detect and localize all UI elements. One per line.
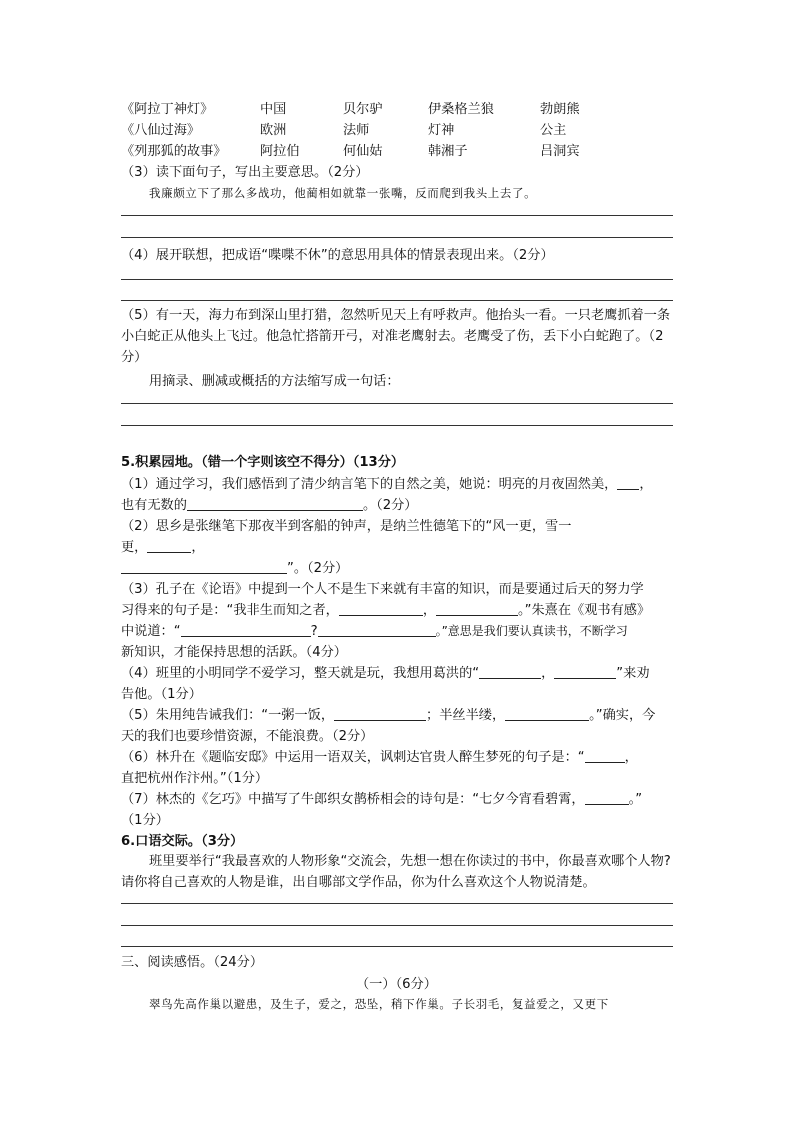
item-4-text: ”来劝 [616, 666, 650, 681]
punct: ， [541, 666, 555, 681]
section-3-subtitle: （一）（6分） [356, 977, 437, 992]
item-5-text: 。”确实，今 [589, 708, 656, 723]
item-4-text: （4）班里的小明同学不爱学习，整天就是玩，我想用葛洪的“ [121, 666, 480, 681]
punct: ， [639, 477, 653, 492]
punct: ， [422, 603, 437, 618]
answer-line[interactable] [121, 903, 673, 904]
table-cell: 公主 [540, 123, 567, 138]
table-cell: 《八仙过海》 [121, 123, 201, 138]
question-4-prompt: （4）展开联想，把成语“喋喋不休”的意思用具体的情景表现出来。（2分） [121, 248, 554, 263]
reading-passage: 翠鸟先高作巢以避患，及生子，爱之，恐坠，稍下作巢。子长羽毛，复益爱之，又更下 [149, 997, 609, 1011]
fill-blank[interactable] [554, 664, 616, 679]
item-1-text: （1）通过学习，我们感悟到了清少纳言笔下的自然之美，她说：明亮的月夜固然美， [121, 477, 618, 492]
table-cell: 中国 [260, 102, 287, 117]
question-3-quote: 我廉颇立下了那么多战功，他蔺相如就靠一张嘴，反而爬到我头上去了。 [149, 186, 537, 200]
punct: ， [624, 750, 638, 765]
item-2-line1: （2）思乡是张继笔下那夜半到客船的钟声，是纳兰性德笔下的“风一更，雪一 [121, 519, 572, 534]
item-3-line3 [121, 620, 628, 639]
fill-blank[interactable] [147, 538, 191, 553]
item-3-text: 中说道：“ [121, 624, 181, 639]
table-cell: 欧洲 [260, 123, 287, 138]
section-6-text: 班里要举行“我最喜欢的人物形象“交流会，先想一想在你读过的书中，你最喜欢哪个人物?请你将自己喜欢的人物是谁，出自哪部文学作品，你为什么喜欢这个人物说清楚。 [121, 854, 671, 890]
item-7-text: （7）林杰的《乞巧》中描写了牛郎织女鹊桥相会的诗句是：“七夕今宵看碧霄， [121, 792, 585, 807]
table-cell: 伊桑格兰狼 [428, 102, 494, 117]
item-2-line3 [121, 557, 348, 576]
table-cell: 吕洞宾 [540, 144, 580, 159]
item-5-text: （5）朱用纯告诫我们：“一粥一饭， [121, 708, 335, 723]
item-3-line1: （3）孔子在《论语》中提到一个人不是生下来就有丰富的知识，而是要通过后天的努力学 [121, 582, 644, 597]
fill-blank[interactable] [585, 748, 625, 763]
item-3-text: 习得来的句子是：“我非生而知之者， [121, 603, 339, 618]
section-5-title: 5.积累园地。（错一个字则该空不得分）（13分） [121, 455, 405, 470]
fill-blank[interactable] [505, 706, 589, 721]
fill-blank[interactable] [334, 706, 426, 721]
item-2-line2 [121, 536, 205, 555]
score-note: 。（2分） [362, 498, 418, 513]
section-6-title: 6.口语交际。（3分） [121, 834, 244, 849]
table-cell: 灯神 [428, 123, 455, 138]
item-1-line2 [121, 494, 417, 513]
section-3-title: 三、阅读感悟。（24分） [121, 955, 264, 970]
fill-blank[interactable] [181, 622, 311, 637]
item-7-line1 [121, 788, 642, 807]
item-1-text: 也有无数的 [121, 498, 187, 513]
answer-line[interactable] [121, 237, 673, 238]
item-1-line1 [121, 473, 653, 492]
item-2-text: 更， [121, 540, 148, 555]
table-cell: 《阿拉丁神灯》 [121, 102, 214, 117]
question-3-prompt: （3）读下面句子，写出主要意思。（2分） [121, 165, 369, 180]
item-5-line2: 天的我们也要珍惜资源，不能浪费。（2分） [121, 729, 374, 744]
table-cell: 阿拉伯 [260, 144, 300, 159]
item-6-line1 [121, 746, 638, 765]
item-3-text: 。”朱熹在《观书有感》 [518, 603, 651, 618]
punct: ， [191, 540, 205, 555]
item-3-line4: 新知识，才能保持思想的活跃。（4分） [121, 645, 347, 660]
answer-line[interactable] [121, 946, 673, 947]
item-4-line2: 告他。（1分） [121, 687, 202, 702]
item-6-text: （6）林升在《题临安邸》中运用一语双关，讽刺达官贵人醉生梦死的句子是：“ [121, 750, 585, 765]
table-cell: 韩湘子 [428, 144, 468, 159]
fill-blank[interactable] [339, 601, 423, 616]
item-3-line2 [121, 599, 650, 618]
table-cell: 《列那狐的故事》 [121, 144, 227, 159]
table-cell: 何仙姑 [343, 144, 383, 159]
item-4-line1 [121, 662, 650, 681]
fill-blank[interactable] [187, 496, 363, 511]
answer-line[interactable] [121, 425, 673, 426]
fill-blank[interactable] [121, 559, 287, 574]
fill-blank[interactable] [585, 790, 629, 805]
table-cell: 法师 [343, 123, 370, 138]
table-cell: 贝尔驴 [343, 102, 383, 117]
item-5-text: ；半丝半缕， [426, 708, 506, 723]
fill-blank[interactable] [436, 601, 518, 616]
answer-line[interactable] [121, 279, 673, 280]
answer-line[interactable] [121, 403, 673, 404]
answer-line[interactable] [121, 300, 673, 301]
answer-line[interactable] [121, 215, 673, 216]
item-7-line2: （1分） [121, 813, 169, 828]
item-5-line1 [121, 704, 655, 723]
fill-blank[interactable] [318, 622, 436, 637]
question-5-instruction: 用摘录、删减或概括的方法缩写成一句话： [149, 374, 400, 389]
question-5-text: （5）有一天，海力布到深山里打猎，忽然听见天上有呼救声。他抬头一看。一只老鹰抓着一条小白蛇正从他头上飞过。他急忙搭箭开弓，对准老鹰射去。老鹰受了伤，丢下小白蛇跑了。（2分） [121, 308, 671, 365]
table-cell: 勃朗熊 [540, 102, 580, 117]
item-6-line2: 直把杭州作汴州。”（1分） [121, 771, 269, 786]
punct: 。” [628, 792, 643, 807]
answer-line[interactable] [121, 925, 673, 926]
fill-blank[interactable] [617, 475, 639, 490]
item-3-text: 。”意思是我们要认真读书，不断学习 [435, 624, 628, 638]
fill-blank[interactable] [479, 664, 541, 679]
score-note: ”。（2分） [287, 561, 349, 576]
punct: ? [310, 624, 318, 639]
